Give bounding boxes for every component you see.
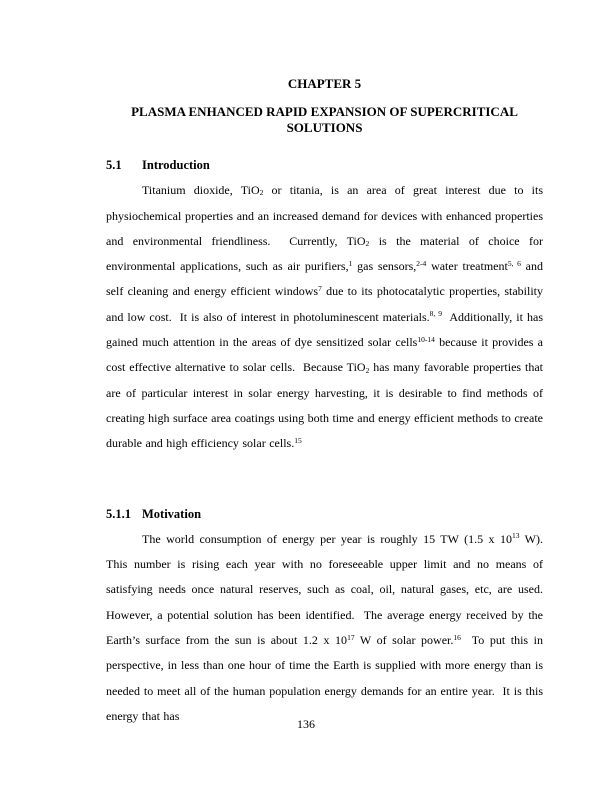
chapter-title-line-1: PLASMA ENHANCED RAPID EXPANSION OF SUPERCRITICAL — [131, 104, 518, 119]
text-run: and self cleaning and energy efficient windows — [106, 259, 547, 299]
chemical-formula-subscript: 2 — [365, 239, 370, 249]
page-number: 136 — [297, 717, 315, 731]
text-run: W of solar power. — [354, 633, 454, 648]
text-run: or titania, is an area of great interest due to its physiochemical properties and an increased demand for devices with enhanced properties and environmental friendliness. Currently, TiO — [106, 183, 547, 248]
chapter-title — [106, 104, 543, 135]
section-heading-introduction — [106, 153, 543, 178]
section-title: Motivation — [142, 506, 202, 521]
text-run: is the material of choice for environmental applications, such as air purifiers, — [106, 233, 547, 274]
citation-superscript: 17 — [347, 632, 355, 642]
text-run: Additionally, it has gained much attention in the areas of dye sensitized solar cells — [106, 309, 547, 350]
citation-superscript: 2-4 — [416, 258, 427, 268]
text-run: The world consumption of energy per year is roughly 15 TW (1.5 x 10 — [142, 531, 512, 546]
section-title: Introduction — [142, 158, 210, 172]
section-heading-motivation — [106, 502, 543, 527]
text-run: To put this in perspective, in less than one hour of time the Earth is supplied with more energy than is needed to meet all of the human population energy demands for an entire year. It is this energy that has — [106, 633, 547, 723]
body-paragraph-introduction — [106, 178, 547, 456]
text-run: W). This number is rising each year with no foreseeable upper limit and no means of satisfying needs once natural reserves, such as coal, oil, natural gases, etc, are used. However, a potential solution has been identified. The average energy received by the Earth’s surface from the sun is about 1.2 x 10 — [106, 531, 551, 648]
citation-superscript: 1 — [348, 258, 353, 268]
text-run: Titanium dioxide, TiO — [142, 183, 260, 198]
citation-superscript: 15 — [294, 435, 302, 445]
text-run: because it provides a cost effective alternative to solar cells. Because TiO — [106, 335, 547, 375]
chemical-formula-subscript: 2 — [365, 365, 370, 375]
section-number: 5.1.1 — [106, 506, 131, 521]
citation-superscript: 16 — [453, 632, 461, 642]
citation-superscript: 5, 6 — [507, 258, 521, 268]
section-number: 5.1 — [106, 158, 122, 172]
text-run: gas sensors, — [352, 259, 417, 274]
body-paragraph-motivation — [106, 527, 551, 729]
citation-superscript: 8, 9 — [429, 309, 442, 319]
citation-superscript: 7 — [318, 283, 322, 293]
chapter-title-line-2: SOLUTIONS — [286, 119, 363, 135]
text-run: due to its photocatalytic properties, stability and low cost. It is also of interest in photoluminescent materials. — [106, 284, 547, 324]
citation-superscript: 13 — [511, 531, 520, 541]
chapter-label: CHAPTER 5 — [287, 76, 362, 91]
page-content — [106, 0, 551, 729]
chemical-formula-subscript: 2 — [259, 188, 264, 198]
text-run: water treatment — [426, 259, 508, 274]
text-run: has many favorable properties that are of particular interest in solar energy harvesting, it is desirable to find methods of creating high surface area coatings using both time and energy efficient methods to create durable and high efficiency solar cells. — [106, 360, 547, 451]
citation-superscript: 10-14 — [417, 334, 435, 344]
